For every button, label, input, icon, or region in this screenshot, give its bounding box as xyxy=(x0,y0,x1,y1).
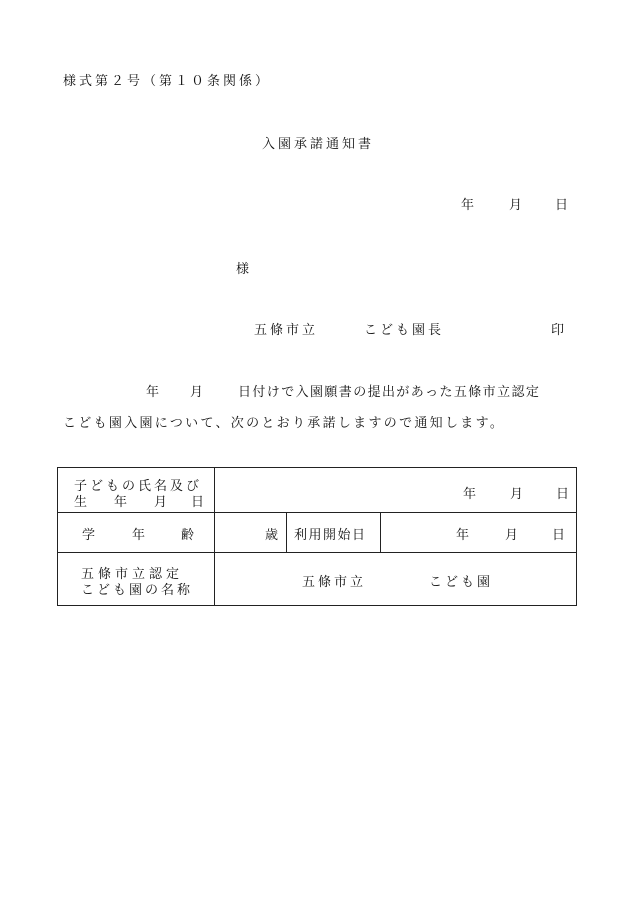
document-title: 入園承諾通知書 xyxy=(262,137,375,152)
row2-date-month: 月 xyxy=(505,528,519,543)
row2-date-year: 年 xyxy=(456,528,470,543)
row2-date-day: 日 xyxy=(552,528,566,543)
body-year: 年 xyxy=(146,385,160,400)
body-line2: こども園入園について、次のとおり承諾しますので通知します。 xyxy=(63,416,506,431)
row2-label-char-2: 年 xyxy=(132,528,146,543)
row1-label-char-4: 日 xyxy=(191,495,205,510)
body-line1-rest: 日付けで入園願書の提出があった五條市立認定 xyxy=(238,385,541,400)
header-date-month: 月 xyxy=(509,198,523,213)
row3-label-line1: 五條市立認定 xyxy=(81,567,184,582)
addressee-suffix: 様 xyxy=(236,262,250,277)
row1-label-line1: 子どもの氏名及び xyxy=(74,479,203,494)
row1-date-month: 月 xyxy=(510,487,524,502)
body-month: 月 xyxy=(190,385,204,400)
row1-date-day: 日 xyxy=(556,487,570,502)
row2-label-char-3: 齢 xyxy=(181,528,195,543)
row1-label-char-2: 年 xyxy=(114,495,128,510)
header-date-day: 日 xyxy=(555,198,569,213)
age-unit: 歳 xyxy=(265,528,279,543)
start-date-label: 利用開始日 xyxy=(294,528,367,543)
row2-label-char-1: 学 xyxy=(82,528,96,543)
row1-label-char-1: 生 xyxy=(74,495,88,510)
row1-label-char-3: 月 xyxy=(154,495,168,510)
info-table xyxy=(57,467,577,606)
seal-mark: 印 xyxy=(551,323,565,338)
row3-label-line2: こども園の名称 xyxy=(81,583,194,598)
header-date-year: 年 xyxy=(461,198,475,213)
form-number: 様式第２号（第１０条関係） xyxy=(63,74,272,89)
sender-org: 五條市立 xyxy=(254,323,319,338)
facility-suffix: こども園 xyxy=(429,575,494,590)
row1-date-year: 年 xyxy=(463,487,477,502)
sender-role: こども園長 xyxy=(364,323,445,338)
facility-org: 五條市立 xyxy=(302,575,367,590)
